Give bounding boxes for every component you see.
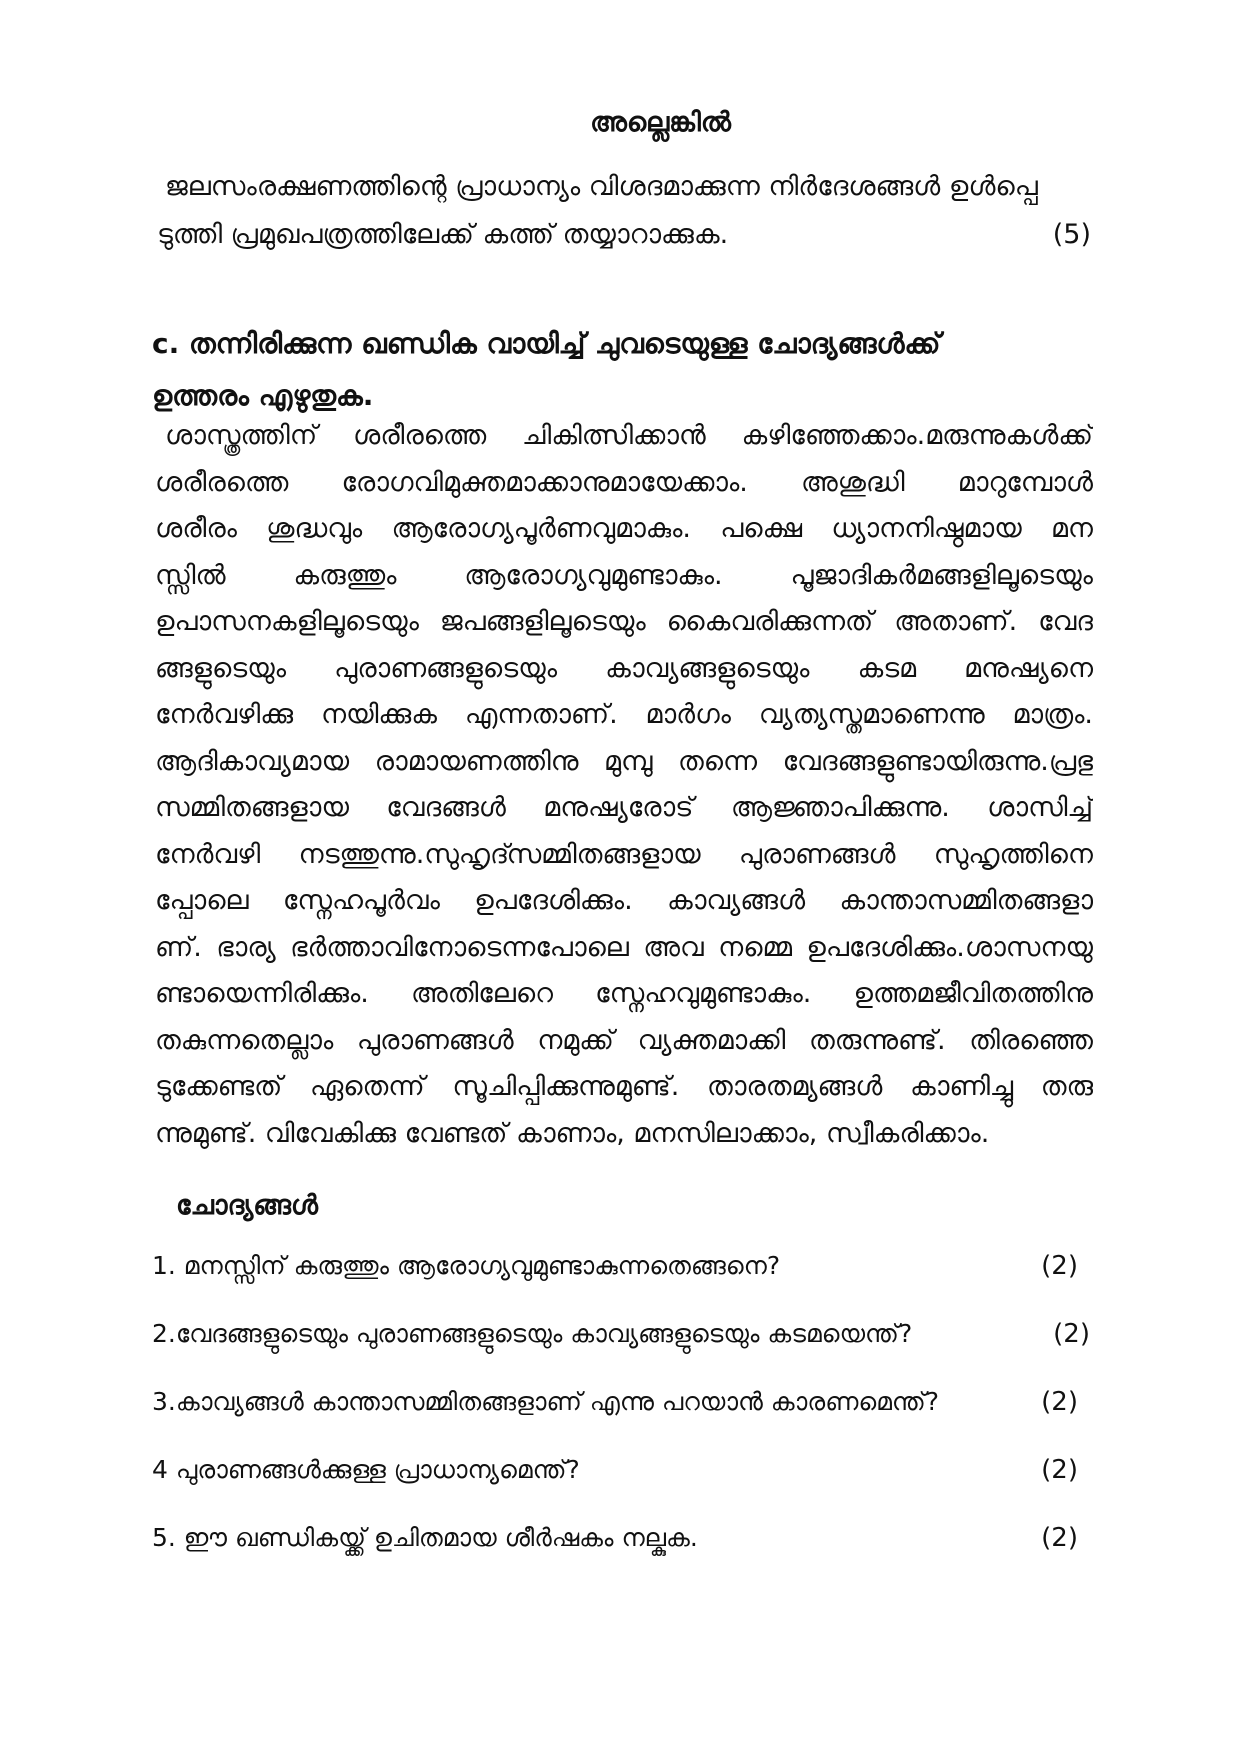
section-letter: c. (152, 327, 180, 360)
passage-line: ണ്ടായെന്നിരിക്കും. അതിലേറെ സ്നേഹവുമുണ്ടാകും. ഉത്തമജീവിതത്തിനു (155, 978, 1093, 1009)
passage-line: നേർവഴിക്കു നയിക്കുക എന്നതാണ്. മാർഗം വ്യത്യസ്തമാണെന്നു മാത്രം. (155, 699, 1093, 730)
question-list (152, 1246, 1090, 1586)
question-item (152, 1246, 1090, 1314)
task-line-2 (157, 211, 1091, 259)
question-text: 5. ഈ ഖണ്ഡികയ്ക്ക് ഉചിതമായ ശീർഷകം നല്കുക. (152, 1523, 698, 1552)
question-marks: (2) (1053, 1319, 1090, 1349)
passage-line: ശാസ്ത്രത്തിന് ശരീരത്തെ ചികിത്സിക്കാൻ കഴിഞ്ഞേക്കാം.മരുന്നുകൾക്ക് (165, 420, 1093, 451)
question-item (152, 1450, 1090, 1518)
task-line-2-text: ടുത്തി പ്രമുഖപത്രത്തിലേക്ക് കത്ത് തയ്യാറാക്കുക. (157, 219, 729, 250)
question-item (152, 1518, 1090, 1586)
passage-line: സ്സിൽ കരുത്തും ആരോഗ്യവുമുണ്ടാകും. പൂജാദികർമങ്ങളിലൂടെയും (155, 559, 1093, 591)
section-heading-line-2: ഉത്തരം എഴുതുക. (152, 379, 374, 412)
passage-line: ടുക്കേണ്ടത് ഏതെന്ന് സൂചിപ്പിക്കുന്നുമുണ്ട്. താരതമ്യങ്ങൾ കാണിച്ചു തരു (155, 1071, 1093, 1102)
passage-line: തകുന്നതെല്ലാം പുരാണങ്ങൾ നമുക്ക് വ്യക്തമാക്കി തരുന്നുണ്ട്. തിരഞ്ഞെ (155, 1024, 1093, 1056)
questions-heading: ചോദ്യങ്ങൾ (176, 1190, 318, 1221)
passage-line: ശരീരത്തെ രോഗവിമുക്തമാക്കാനുമായേക്കാം. അശുദ്ധി മാറുമ്പോൾ (155, 466, 1093, 498)
or-heading: അല്ലെങ്കിൽ (590, 107, 731, 138)
question-text: 4 പുരാണങ്ങൾക്കുള്ള പ്രാധാന്യമെന്ത്? (152, 1455, 580, 1484)
section-instruction-1: തന്നിരിക്കുന്ന ഖണ്ഡിക വായിച്ച് ചുവടെയുള്ള ചോദ്യങ്ങൾക്ക് (188, 327, 941, 360)
question-text: 2.വേദങ്ങളുടെയും പുരാണങ്ങളുടെയും കാവ്യങ്ങളുടെയും കടമയെന്ത്? (152, 1319, 913, 1348)
section-heading-line-1 (152, 318, 1092, 370)
question-marks: (2) (1041, 1455, 1078, 1485)
task-line-1: ജലസംരക്ഷണത്തിന്റെ പ്രാധാന്യം വിശദമാക്കുന്ന നിർദേശങ്ങൾ ഉൾപ്പെ (165, 171, 1038, 202)
passage-line: ന്നുമുണ്ട്. വിവേകിക്കു വേണ്ടത് കാണാം, മനസിലാക്കാം, സ്വീകരിക്കാം. (155, 1117, 990, 1149)
passage-line: ശരീരം ശുദ്ധവും ആരോഗ്യപൂർണവുമാകും. പക്ഷെ ധ്യാനനിഷ്ഠമായ മന (155, 513, 1093, 544)
question-marks: (2) (1041, 1387, 1078, 1417)
passage-line: പ്പോലെ സ്നേഹപൂർവം ഉപദേശിക്കും. കാവ്യങ്ങൾ കാന്താസമ്മിതങ്ങളാ (155, 885, 1093, 916)
passage-line: ആദികാവ്യമായ രാമായണത്തിനു മുമ്പു തന്നെ വേദങ്ങളുണ്ടായിരുന്നു.പ്രഭു (155, 745, 1093, 777)
reading-passage (155, 413, 1093, 1157)
passage-line: ണ്. ഭാര്യ ഭർത്താവിനോടെന്നപോലെ അവ നമ്മെ ഉപദേശിക്കും.ശാസനയു (155, 931, 1093, 963)
letter-writing-task (157, 163, 1091, 259)
question-marks: (2) (1041, 1251, 1078, 1281)
section-c-heading (152, 318, 1092, 422)
task-marks: (5) (1052, 219, 1091, 250)
passage-line: നേർവഴി നടത്തുന്നു.സുഹൃദ്സമ്മിതങ്ങളായ പുരാണങ്ങൾ സുഹൃത്തിനെ (155, 838, 1093, 870)
question-text: 3.കാവ്യങ്ങൾ കാന്താസമ്മിതങ്ങളാണ് എന്നു പറയാൻ കാരണമെന്ത്? (152, 1387, 940, 1416)
passage-line: ഉപാസനകളിലൂടെയും ജപങ്ങളിലൂടെയും കൈവരിക്കുന്നത് അതാണ്. വേദ (155, 606, 1093, 637)
question-marks: (2) (1041, 1523, 1078, 1553)
question-item (152, 1314, 1090, 1382)
question-text: 1. മനസ്സിന് കരുത്തും ആരോഗ്യവുമുണ്ടാകുന്നതെങ്ങനെ? (152, 1251, 781, 1280)
passage-line: ങ്ങളുടെയും പുരാണങ്ങളുടെയും കാവ്യങ്ങളുടെയും കടമ മനുഷ്യനെ (155, 652, 1093, 684)
question-item (152, 1382, 1090, 1450)
passage-line: സമ്മിതങ്ങളായ വേദങ്ങൾ മനുഷ്യരോട് ആജ്ഞാപിക്കുന്നു. ശാസിച്ച് (155, 792, 1093, 823)
